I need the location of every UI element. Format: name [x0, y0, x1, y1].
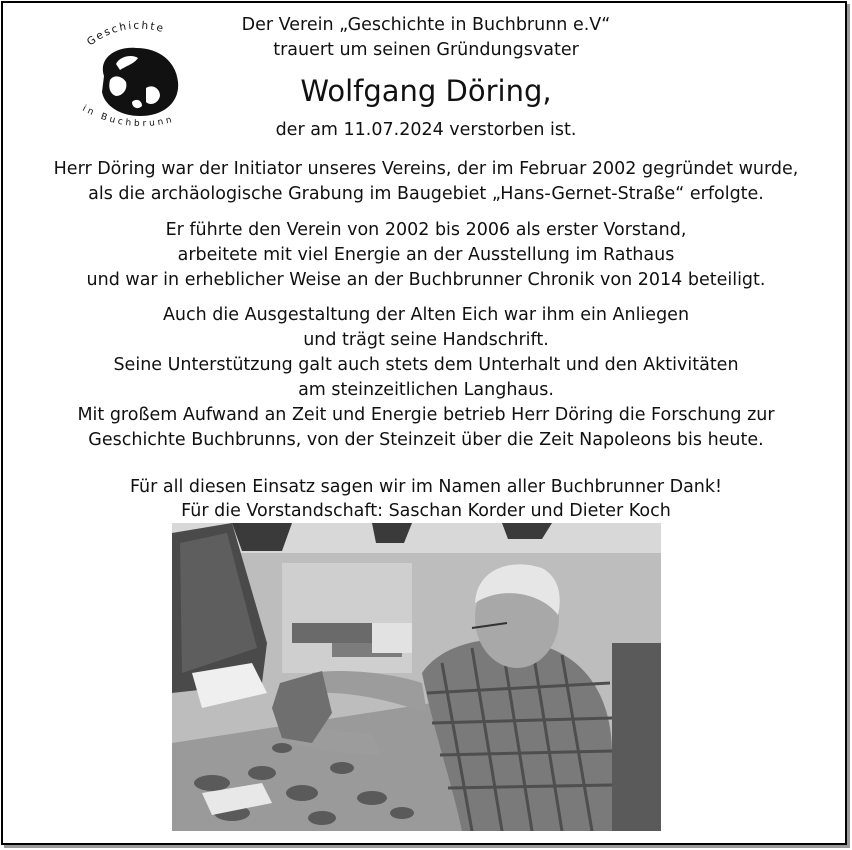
portrait-photo	[172, 523, 661, 831]
p2-line-2: arbeitete mit viel Energie an der Ausstellung im Rathaus	[177, 245, 675, 265]
logo-bottom-text: in Buchbrunn	[80, 103, 176, 130]
p2-line-1: Er führte den Verein von 2002 bis 2006 als erster Vorstand,	[165, 220, 687, 240]
p3-line-3: Seine Unterstützung galt auch stets dem Unterhalt und den Aktivitäten	[113, 355, 739, 375]
deceased-name: Wolfgang Döring,	[300, 74, 552, 108]
header-line-3: der am 11.07.2024 verstorben ist.	[275, 120, 577, 140]
p3-line-2: und trägt seine Handschrift.	[303, 330, 549, 350]
p1-line-2: als die archäologische Grabung im Baugebiet „Hans-Gernet-Straße“ erfolgte.	[88, 184, 764, 204]
p3-line-5: Mit großem Aufwand an Zeit und Energie betrieb Herr Döring die Forschung zur	[77, 405, 775, 425]
header-line-1: Der Verein „Geschichte in Buchbrunn e.V“	[241, 15, 611, 35]
thanks-line: Für all diesen Einsatz sagen wir im Namen aller Buchbrunner Dank!	[129, 477, 723, 497]
p2-line-3: und war in erheblicher Weise an der Buchbrunner Chronik von 2014 beteiligt.	[86, 270, 766, 290]
p3-line-6: Geschichte Buchbrunns, von der Steinzeit über die Zeit Napoleons bis heute.	[88, 430, 764, 450]
p3-line-1: Auch die Ausgestaltung der Alten Eich war ihm ein Anliegen	[162, 305, 690, 325]
p1-line-1: Herr Döring war der Initiator unseres Vereins, der im Februar 2002 gegründet wurde,	[53, 159, 799, 179]
header-line-2: trauert um seinen Gründungsvater	[273, 40, 579, 60]
p3-line-4: am steinzeitlichen Langhaus.	[298, 380, 554, 400]
signature-line: Für die Vorstandschaft: Saschan Korder und Dieter Koch	[181, 501, 671, 521]
logo-top-text: Geschichte	[84, 19, 167, 49]
border-shadow-bottom	[4, 845, 850, 848]
